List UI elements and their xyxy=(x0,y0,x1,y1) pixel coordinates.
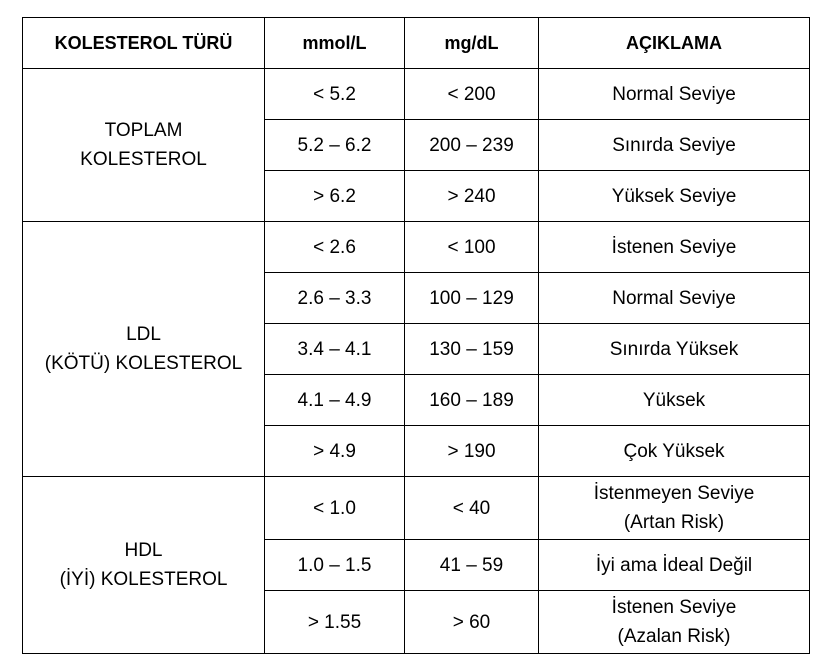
mgdl-cell: > 240 xyxy=(405,171,539,222)
table-row xyxy=(23,477,810,540)
group-label-line: (KÖTÜ) KOLESTEROL xyxy=(44,353,243,374)
mgdl-cell: 41 – 59 xyxy=(405,540,539,591)
group-label-line: (İYİ) KOLESTEROL xyxy=(59,569,228,590)
description-cell: Yüksek Seviye xyxy=(539,171,810,222)
mgdl-cell: > 190 xyxy=(405,426,539,477)
group-label-line: HDL xyxy=(124,540,163,561)
header-cholesterol-type: KOLESTEROL TÜRÜ xyxy=(23,18,265,69)
mmol-cell: 4.1 – 4.9 xyxy=(265,375,405,426)
description-cell: İstenen Seviye xyxy=(539,222,810,273)
description-line: İstenen Seviye xyxy=(611,597,737,618)
header-mmol: mmol/L xyxy=(265,18,405,69)
description-cell: Sınırda Seviye xyxy=(539,120,810,171)
mgdl-cell: 100 – 129 xyxy=(405,273,539,324)
description-cell: Normal Seviye xyxy=(539,69,810,120)
mmol-cell: < 5.2 xyxy=(265,69,405,120)
mmol-cell: 2.6 – 3.3 xyxy=(265,273,405,324)
group-label-hdl xyxy=(23,477,265,654)
group-label-total xyxy=(23,69,265,222)
mgdl-cell: < 200 xyxy=(405,69,539,120)
mmol-cell: 1.0 – 1.5 xyxy=(265,540,405,591)
mmol-cell: 3.4 – 4.1 xyxy=(265,324,405,375)
mmol-cell: 5.2 – 6.2 xyxy=(265,120,405,171)
mgdl-cell: 160 – 189 xyxy=(405,375,539,426)
group-label-ldl xyxy=(23,222,265,477)
mmol-cell: > 6.2 xyxy=(265,171,405,222)
description-line: (Azalan Risk) xyxy=(617,626,731,647)
mgdl-cell: < 40 xyxy=(405,477,539,540)
header-description: AÇIKLAMA xyxy=(539,18,810,69)
cholesterol-levels-table xyxy=(22,17,810,654)
header-mgdl: mg/dL xyxy=(405,18,539,69)
mmol-cell: > 1.55 xyxy=(265,591,405,654)
mmol-cell: < 1.0 xyxy=(265,477,405,540)
description-cell xyxy=(539,591,810,654)
description-line: (Artan Risk) xyxy=(623,512,725,533)
mgdl-cell: 200 – 239 xyxy=(405,120,539,171)
description-line: İstenmeyen Seviye xyxy=(593,483,755,504)
table-row xyxy=(23,222,810,273)
description-cell: Normal Seviye xyxy=(539,273,810,324)
header-row xyxy=(23,18,810,69)
mmol-cell: < 2.6 xyxy=(265,222,405,273)
description-cell: İyi ama İdeal Değil xyxy=(539,540,810,591)
description-cell: Sınırda Yüksek xyxy=(539,324,810,375)
group-label-line: LDL xyxy=(126,324,161,345)
group-label-line: TOPLAM xyxy=(104,120,183,141)
mgdl-cell: < 100 xyxy=(405,222,539,273)
table-row xyxy=(23,69,810,120)
mmol-cell: > 4.9 xyxy=(265,426,405,477)
description-cell: Yüksek xyxy=(539,375,810,426)
description-cell xyxy=(539,477,810,540)
group-label-line: KOLESTEROL xyxy=(80,149,207,170)
description-cell: Çok Yüksek xyxy=(539,426,810,477)
mgdl-cell: 130 – 159 xyxy=(405,324,539,375)
mgdl-cell: > 60 xyxy=(405,591,539,654)
